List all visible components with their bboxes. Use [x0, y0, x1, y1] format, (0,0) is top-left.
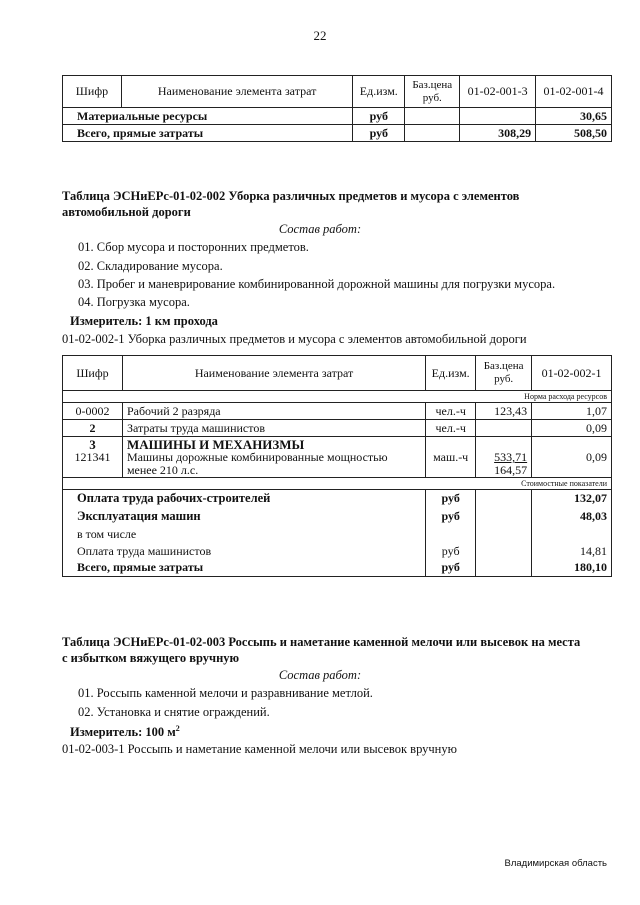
header-base-price: Баз.цена руб. [476, 356, 532, 391]
row-value-3 [460, 108, 536, 125]
header-unit: Ед.изм. [426, 356, 476, 391]
cost-name: Оплата труда машинистов [63, 543, 426, 560]
cost-unit [426, 526, 476, 543]
measure-superscript: 2 [175, 724, 180, 733]
norm-code-line: 01-02-003-1 Россыпь и наметание каменной мелочи или высевок вручную [62, 742, 457, 756]
resource-value: 0,09 [532, 420, 612, 437]
work-item: 03. Пробег и маневрирование комбинированной дорожной машины для погрузки мусора. [78, 277, 556, 291]
machine-price-2: 164,57 [494, 463, 528, 477]
header-name: Наименование элемента затрат [122, 356, 425, 391]
cost-price [476, 490, 532, 508]
machine-price-1: 533,71 [494, 450, 528, 464]
row-price [405, 108, 460, 125]
machine-name-line1: Машины дорожные комбинированные мощностью [126, 450, 388, 464]
cost-price [476, 526, 532, 543]
resource-code: 2 [63, 420, 123, 437]
table-row [63, 543, 612, 560]
cost-name: Оплата труда рабочих-строителей [63, 490, 426, 508]
cost-value [532, 526, 612, 543]
machine-value: 0,09 [532, 437, 612, 478]
resource-price [476, 420, 532, 437]
resource-code: 0-0002 [63, 403, 123, 420]
measure-unit [70, 724, 180, 740]
cost-price [476, 543, 532, 560]
work-item: 01. Россыпь каменной мелочи и разравнивание метлой. [78, 686, 373, 700]
header-code: Шифр [63, 76, 122, 108]
table-row [63, 108, 612, 125]
header-code: Шифр [63, 356, 123, 391]
cost-value: 180,10 [532, 560, 612, 577]
cost-value: 14,81 [532, 543, 612, 560]
header-col-001-3: 01-02-001-3 [460, 76, 536, 108]
table-row [63, 526, 612, 543]
table-row [63, 437, 612, 478]
resource-name: Затраты труда машинистов [122, 420, 425, 437]
machine-code: 121341 [74, 450, 111, 464]
footer-region: Владимирская область [504, 858, 607, 869]
section-title: Таблица ЭСНиЕРс-01-02-003 Россыпь и наметание каменной мелочи или высевок на места с избытком вяжущего вручную [62, 635, 581, 665]
cost-name: Всего, прямые затраты [63, 560, 426, 577]
row-price [405, 125, 460, 142]
table-row [63, 560, 612, 577]
header-col-002-1: 01-02-002-1 [532, 356, 612, 391]
row-value-4: 508,50 [536, 125, 612, 142]
norm-section-label: Норма расхода ресурсов [63, 391, 612, 403]
cost-value: 48,03 [532, 508, 612, 526]
measure-unit: Измеритель: 1 км прохода [70, 314, 218, 328]
table-row [63, 125, 612, 142]
header-unit: Ед.изм. [353, 76, 405, 108]
section-title: Таблица ЭСНиЕРс-01-02-002 Уборка различных предметов и мусора с элементов автомобильной дороги [62, 189, 520, 219]
table-row [63, 403, 612, 420]
machine-name-cell [122, 437, 425, 478]
work-item: 04. Погрузка мусора. [78, 295, 190, 309]
cost-name: в том числе [63, 526, 426, 543]
header-base-price: Баз.цена руб. [405, 76, 460, 108]
cost-unit: руб [426, 560, 476, 577]
cost-name: Эксплуатация машин [63, 508, 426, 526]
work-item: 02. Установка и снятие ограждений. [78, 705, 270, 719]
machine-name-line2: менее 210 л.с. [126, 463, 199, 477]
composition-label: Состав работ: [278, 668, 362, 682]
page-number: 22 [313, 28, 327, 43]
cost-price [476, 560, 532, 577]
row-name: Материальные ресурсы [63, 108, 353, 125]
work-item: 02. Складирование мусора. [78, 259, 223, 273]
row-name: Всего, прямые затраты [63, 125, 353, 142]
norm-code-line: 01-02-002-1 Уборка различных предметов и мусора с элементов автомобильной дороги [62, 332, 527, 346]
row-unit: руб [353, 108, 405, 125]
machine-unit: маш.-ч [426, 437, 476, 478]
row-value-3: 308,29 [460, 125, 536, 142]
machine-code-cell [63, 437, 123, 478]
resource-price: 123,43 [476, 403, 532, 420]
row-unit: руб [353, 125, 405, 142]
resource-unit: чел.-ч [426, 403, 476, 420]
cost-unit: руб [426, 490, 476, 508]
cost-unit: руб [426, 543, 476, 560]
machine-price-cell [476, 437, 532, 478]
header-name: Наименование элемента затрат [121, 76, 352, 108]
table-01-02-001 [62, 75, 612, 142]
cost-unit: руб [426, 508, 476, 526]
cost-value: 132,07 [532, 490, 612, 508]
resource-name: Рабочий 2 разряда [122, 403, 425, 420]
row-value-4: 30,65 [536, 108, 612, 125]
table-row [63, 420, 612, 437]
table-01-02-002 [62, 355, 612, 577]
machine-group-code: 3 [89, 437, 96, 452]
header-col-001-4: 01-02-001-4 [536, 76, 612, 108]
resource-value: 1,07 [532, 403, 612, 420]
table-row [63, 508, 612, 526]
resource-unit: чел.-ч [426, 420, 476, 437]
table-row [63, 490, 612, 508]
cost-section-label: Стоимостные показатели [63, 478, 612, 490]
measure-text: Измеритель: 100 м [70, 725, 176, 740]
work-item: 01. Сбор мусора и посторонних предметов. [78, 240, 309, 254]
cost-price [476, 508, 532, 526]
machine-group-name: МАШИНЫ И МЕХАНИЗМЫ [126, 437, 305, 452]
composition-label: Состав работ: [278, 222, 362, 236]
